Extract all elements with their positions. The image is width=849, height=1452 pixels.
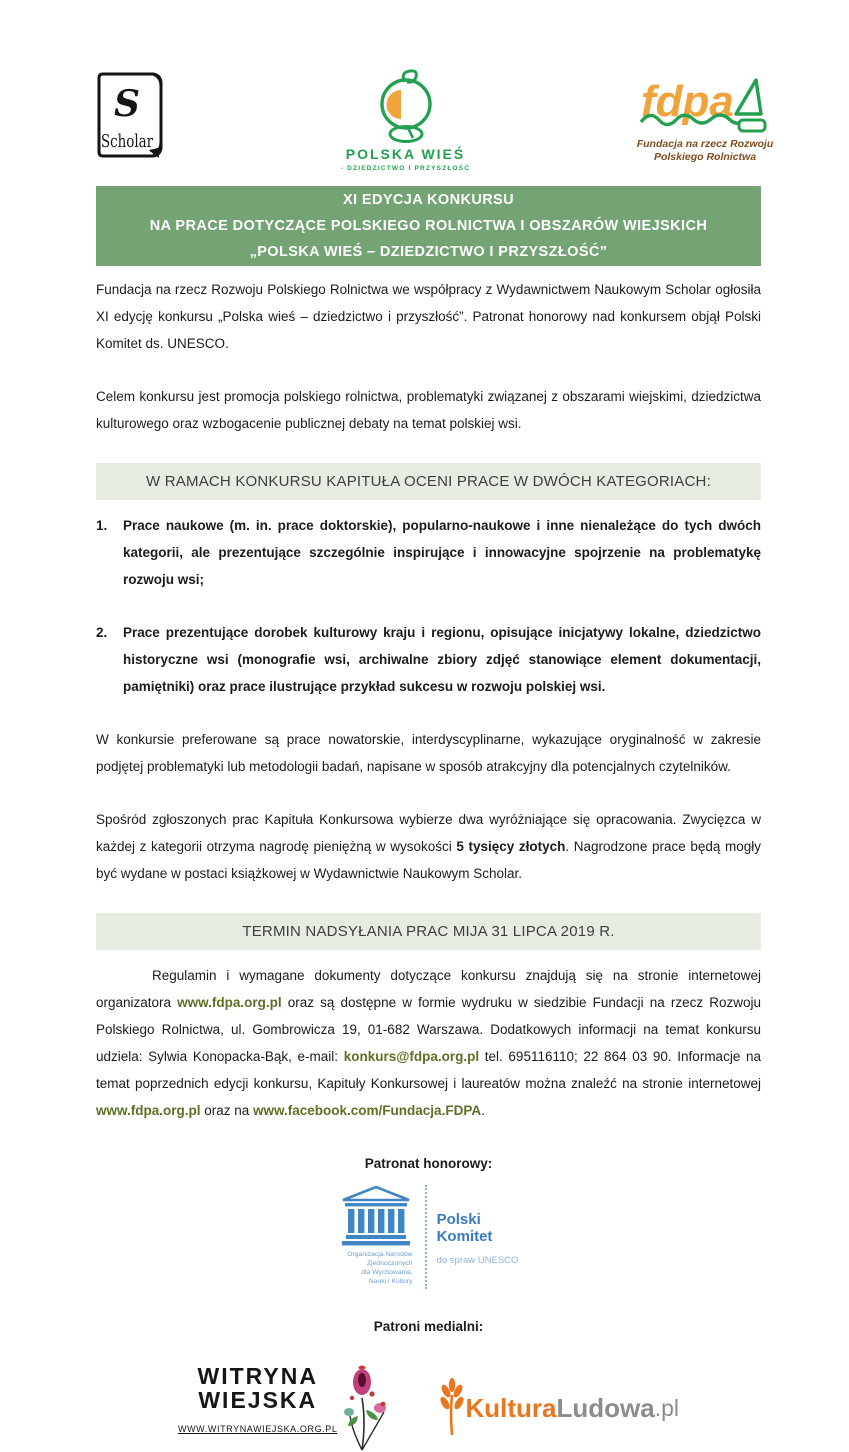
intro-paragraph-2: Celem konkursu jest promocja polskiego rolnictwa, problematyki związanej z obszarami wiejskimi, dziedzictwa kulturowego oraz wzbogacenie publicznej debaty na temat polskiej wsi. [96, 389, 761, 431]
unesco-committee-subtitle: do spraw UNESCO [436, 1255, 519, 1266]
witryna-wiejska-logo [178, 1364, 390, 1452]
list-item-number: 1. [96, 518, 108, 533]
witryna-text-block [178, 1364, 338, 1443]
polska-wies-subtitle: - DZIEDZICTWO I PRZYSZŁOŚĆ [340, 165, 471, 172]
title-line2: NA PRACE DOTYCZĄCE POLSKIEGO ROLNICTWA I OBSZARÓW WIEJSKICH [149, 218, 708, 234]
contact-text-3: tel. 695116110; 22 864 03 90. Informacje na temat poprzednich edycji konkursu, Kapituły Konkursowej i laureatów można znaleźć na stronie internetowej [96, 1049, 761, 1091]
contest-email-link[interactable]: konkurs@fdpa.org.pl [343, 1049, 480, 1064]
unesco-committee-line1: Polski [436, 1211, 481, 1228]
preferences-paragraph: W konkursie preferowane są prace nowatorskie, interdyscyplinarne, wykazujące oryginalność w zakresie podjętej problematyki lub metodologii badań, napisane w sposób atrakcyjny dla potencjalnych czytelników. [96, 732, 761, 774]
facebook-link[interactable]: www.facebook.com/Fundacja.FDPA [253, 1103, 482, 1118]
fdpa-sailboat-icon [639, 72, 771, 134]
list-item [96, 619, 761, 700]
contest-title-band [96, 186, 761, 266]
witryna-line1: WITRYNA [197, 1363, 318, 1389]
award-amount: 5 tysięcy złotych [456, 839, 566, 854]
contact-text-5: . [481, 1103, 485, 1118]
unesco-logo [96, 1185, 761, 1301]
intro-paragraph-1: Fundacja na rzecz Rozwoju Polskiego Rolnictwa we współpracy z Wydawnictwem Naukowym Scholar ogłosiła XI edycję konkursu „Polska wieś – dziedzictwo i przyszłość”. Patronat honorowy nad konkursem objął Polski Komitet ds. UNESCO. [96, 282, 761, 351]
fdpa-website-link[interactable]: www.fdpa.org.pl [177, 995, 282, 1010]
unesco-dotted-separator [425, 1185, 427, 1289]
kultura-ludowa-logo [436, 1379, 680, 1437]
list-item-text: Prace naukowe (m. in. prace doktorskie), popularno-naukowe i inne nienależące do tych dwóch kategorii, ale prezentujące szczególnie inspirujące i innowacyjne spojrzenie na problematykę rozwoju wsi; [123, 518, 761, 587]
fdpa-caption [637, 138, 774, 164]
witryna-line2: WIEJSKA [198, 1387, 318, 1413]
unesco-caption-line2: Zjednoczonych [366, 1260, 413, 1267]
unesco-temple-icon [339, 1185, 413, 1247]
document-body [96, 276, 761, 1452]
witryna-url: WWW.WITRYNAWIEJSKA.ORG.PL [177, 1424, 338, 1434]
apple-icon [360, 68, 452, 144]
scholar-letter: S [114, 83, 140, 125]
unesco-left-column [339, 1185, 413, 1286]
contact-text-4: oraz na [200, 1103, 254, 1118]
unesco-caption-line4: Nauki i Kultury [368, 1278, 413, 1285]
fdpa-acronym: fdpa [641, 77, 734, 126]
categories-section-header: W RAMACH KONKURSU KAPITUŁA OCENI PRACE W DWÓCH KATEGORIACH: [96, 463, 761, 500]
contact-text-1: Regulamin i wymagane dokumenty dotyczące konkursu znajdują się na stronie internetowej organizatora [96, 968, 761, 1010]
fdpa-caption-line1: Fundacja na rzecz Rozwoju [636, 138, 774, 150]
award-text-before: Spośród zgłoszonych prac Kapituła Konkursowa wybierze dwa wyróżniające się opracowania. Zwycięzca w każdej z kategorii otrzyma nagrodę pieniężną w wysokości [96, 812, 761, 854]
flower-bouquet-icon [338, 1364, 390, 1452]
fdpa-website-link-2[interactable]: www.fdpa.org.pl [96, 1103, 201, 1118]
scholar-logo [94, 66, 172, 167]
pl-suffix: .pl [654, 1394, 680, 1421]
wheat-icon [436, 1379, 466, 1437]
contact-paragraph [96, 962, 761, 1124]
title-line3: „POLSKA WIEŚ – DZIEDZICTWO I PRZYSZŁOŚĆ” [249, 244, 608, 260]
ludowa-word: Ludowa [556, 1392, 655, 1423]
kultura-word: Kultura [465, 1392, 557, 1423]
unesco-committee-line2: Komitet [436, 1228, 493, 1245]
list-item [96, 512, 761, 593]
title-line1: XI EDYCJA KONKURSU [342, 192, 515, 208]
fdpa-logo [636, 72, 774, 164]
polska-wies-title: POLSKA WIEŚ [345, 146, 466, 162]
award-text-after: . Nagrodzone prace będą mogły być wydane w postaci książkowej w Wydawnictwie Naukowym Scholar. [96, 839, 761, 881]
categories-list [96, 512, 761, 700]
deadline-section-header: TERMIN NADSYŁANIA PRAC MIJA 31 LIPCA 2019 R. [96, 913, 761, 950]
honorary-patronage-heading: Patronat honorowy: [364, 1156, 493, 1171]
list-item-number: 2. [96, 625, 108, 640]
polska-wies-logo [340, 68, 471, 172]
unesco-committee-text [437, 1185, 519, 1274]
award-paragraph [96, 806, 761, 887]
unesco-caption-line1: Organizacja Narodów [347, 1251, 413, 1258]
media-patrons-heading: Patroni medialni: [373, 1319, 484, 1334]
scholar-book-icon [94, 66, 172, 162]
scholar-wordmark: Scholar [101, 131, 154, 152]
unesco-caption-line3: dla Wychowania, [361, 1269, 413, 1276]
list-item-text: Prace prezentujące dorobek kulturowy kraju i regionu, opisujące inicjatywy lokalne, dziedzictwo historyczne wsi (monografie wsi, archiwalne zbiory zdjęć stanowiące element dokumentacji, pamiętniki) oraz prace ilustrujące przykład sukcesu w rozwoju polskiej wsi. [123, 625, 761, 694]
header-logos-row [94, 0, 774, 172]
media-patrons-row [96, 1364, 761, 1452]
unesco-org-caption [347, 1250, 412, 1286]
fdpa-caption-line2: Polskiego Rolnictwa [653, 151, 757, 163]
contact-text-2: oraz są dostępne w formie wydruku w siedzibie Fundacji na rzecz Rozwoju Polskiego Rolnictwa, ul. Gombrowicza 19, 01-682 Warszawa. Dodatkowych informacji na temat konkursu udziela: Sylwia Konopacka-Bąk, e-mail: [96, 995, 761, 1064]
